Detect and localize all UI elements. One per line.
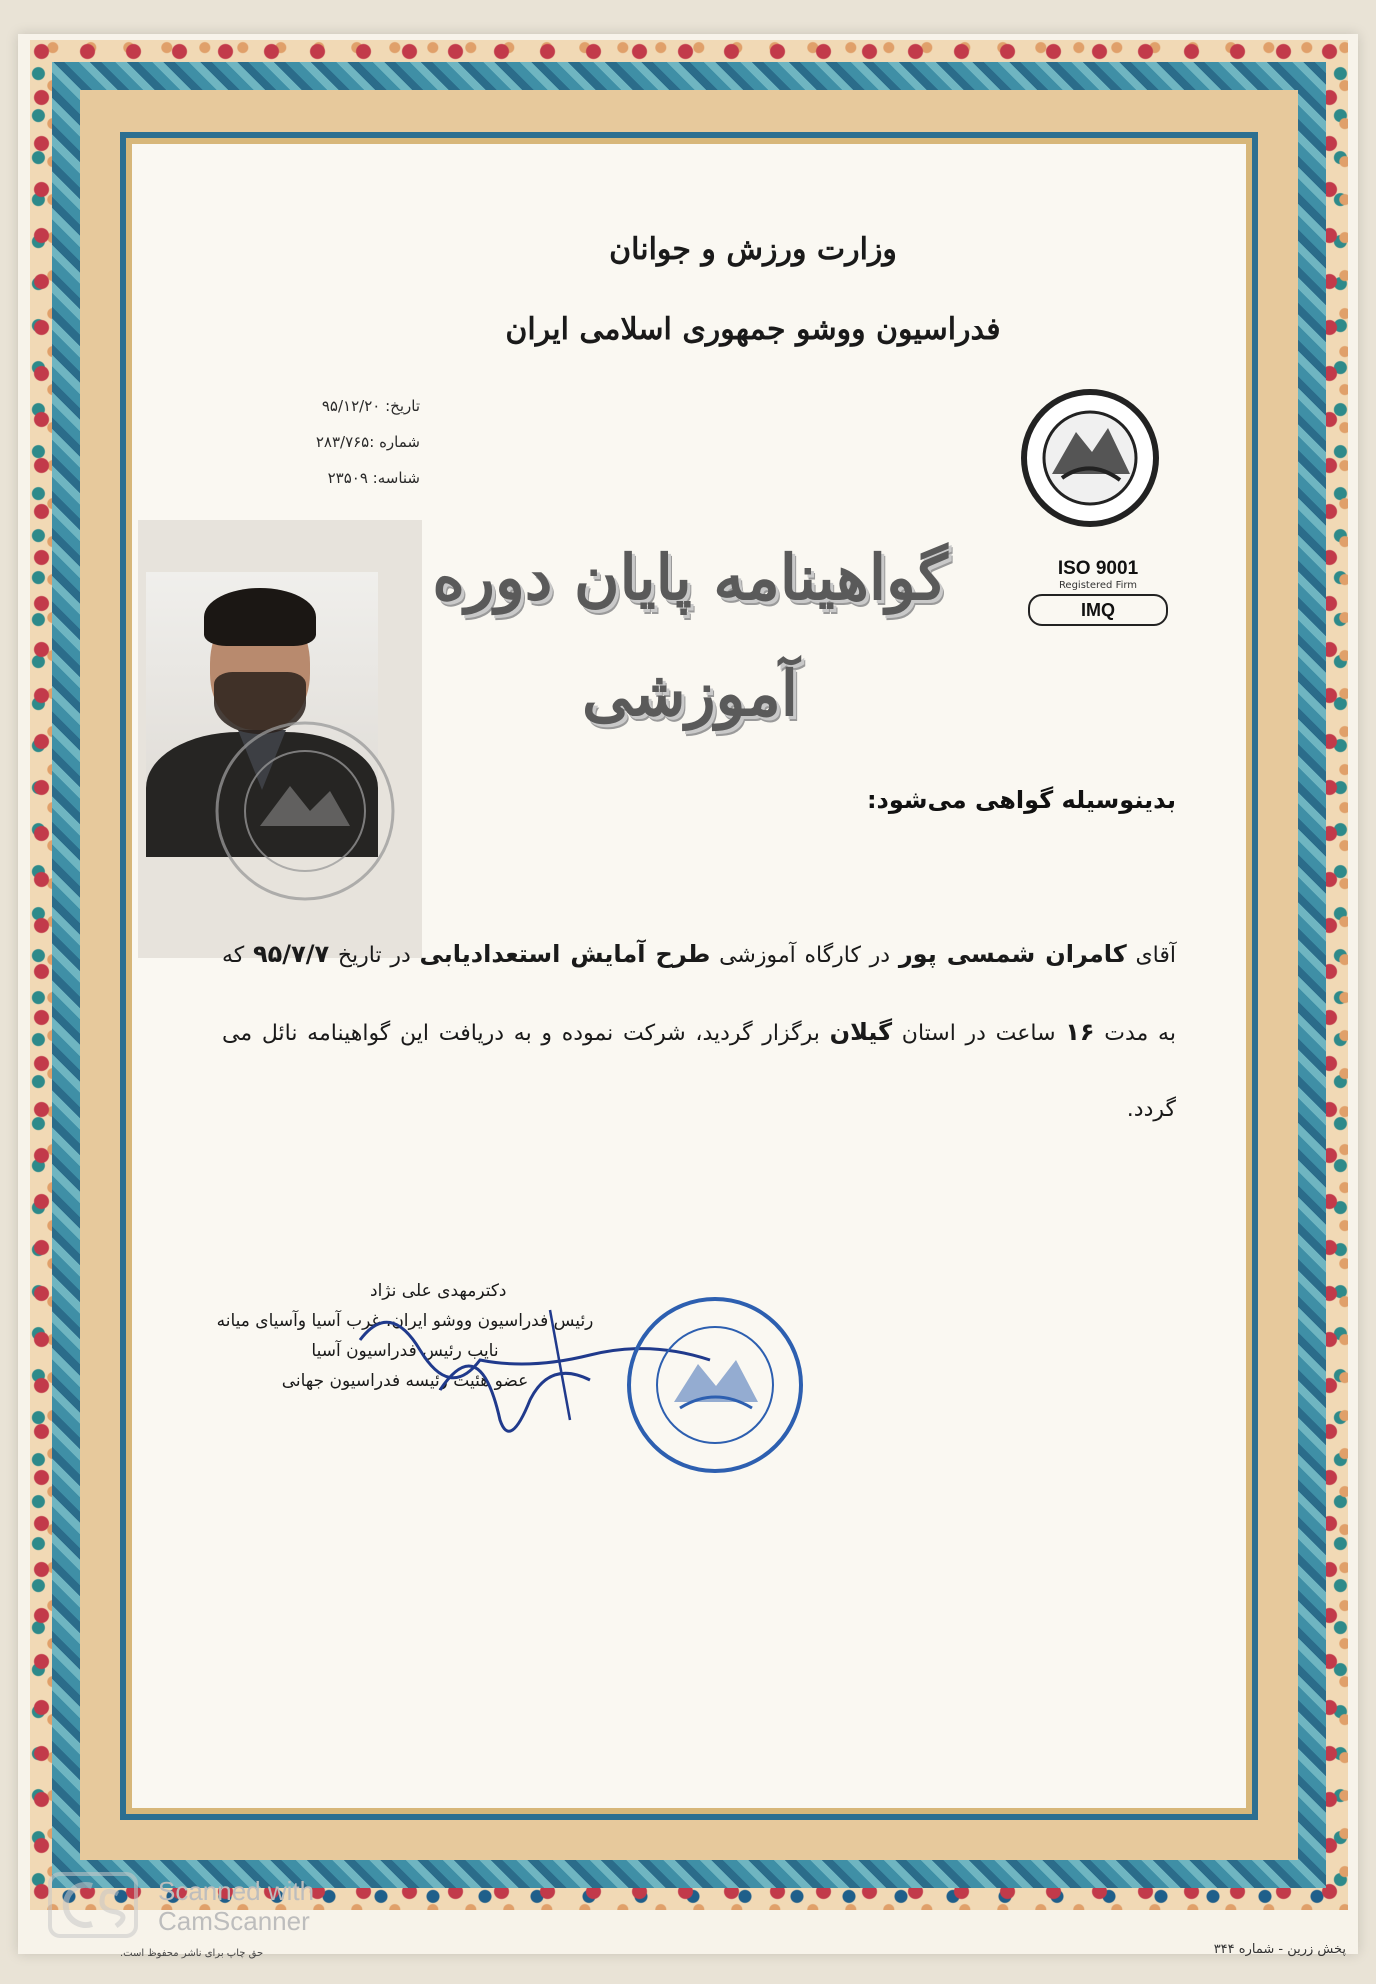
statement-on-date: در تاریخ [337,943,411,968]
course-name: طرح آمایش استعدادیابی [419,940,711,968]
statement-province: ساعت در استان [901,1021,1056,1046]
signatory-name: دکترمهدی علی نژاد [370,1281,507,1301]
statement-mr: آقای [1135,943,1176,968]
course-date: ۹۵/۷/۷ [253,940,330,968]
reference-date: تاریخ: ۹۵/۱۲/۲۰ [321,397,420,415]
certificate-title-box [380,520,1000,730]
imq-badge: IMQ [1028,594,1168,626]
photo-seal-stamp [210,716,400,906]
iso-label: ISO 9001 [1057,558,1139,579]
reference-block [250,388,420,496]
camscanner-watermark-text [158,1876,314,1936]
certify-line: بدینوسیله گواهی می‌شود: [866,786,1176,814]
federation-heading: فدراسیون ووشو جمهوری اسلامی ایران [505,312,1001,347]
statement-duration: که به مدت [222,943,1176,1046]
watermark-line-2: CamScanner [158,1906,310,1936]
certificate-title: گواهینامه پایان دوره آموزشی [432,541,948,730]
statement-closing: برگزار گردید، شرکت نموده و به دریافت این گواهینامه نائل می گردد. [222,1021,1176,1122]
watermark-line-1: Scanned with [158,1876,315,1906]
rights-footer: حق چاپ برای ناشر محفوظ است. [120,1948,264,1959]
reference-number: شماره :۲۸۳/۷۶۵ [315,433,420,451]
federation-logo [1000,388,1180,628]
course-hours: ۱۶ [1065,1018,1095,1046]
ministry-heading: وزارت ورزش و جوانان [609,232,897,267]
signatory-role-1: رئیس فدراسیون ووشو ایران، غرب آسیا وآسیای میانه [216,1311,594,1331]
publisher-footer: پخش زرین - شماره ۳۴۴ [1213,1942,1346,1957]
signatory-role-2: نایب رئیس فدراسیون آسیا [311,1341,499,1361]
federation-stamp [620,1290,810,1480]
reference-id: شناسه: ۲۳۵۰۹ [327,469,420,487]
signatory-role-3: عضو هئیت رئیسه فدراسیون جهانی [281,1371,529,1391]
recipient-name: کامران شمسی پور [898,940,1127,968]
certificate-statement [222,916,1176,1148]
iso-sub-label: Registered Firm [1058,580,1138,591]
statement-workshop: در کارگاه آموزشی [719,943,891,968]
portrait-hair [204,588,316,646]
province-name: گیلان [829,1018,893,1046]
